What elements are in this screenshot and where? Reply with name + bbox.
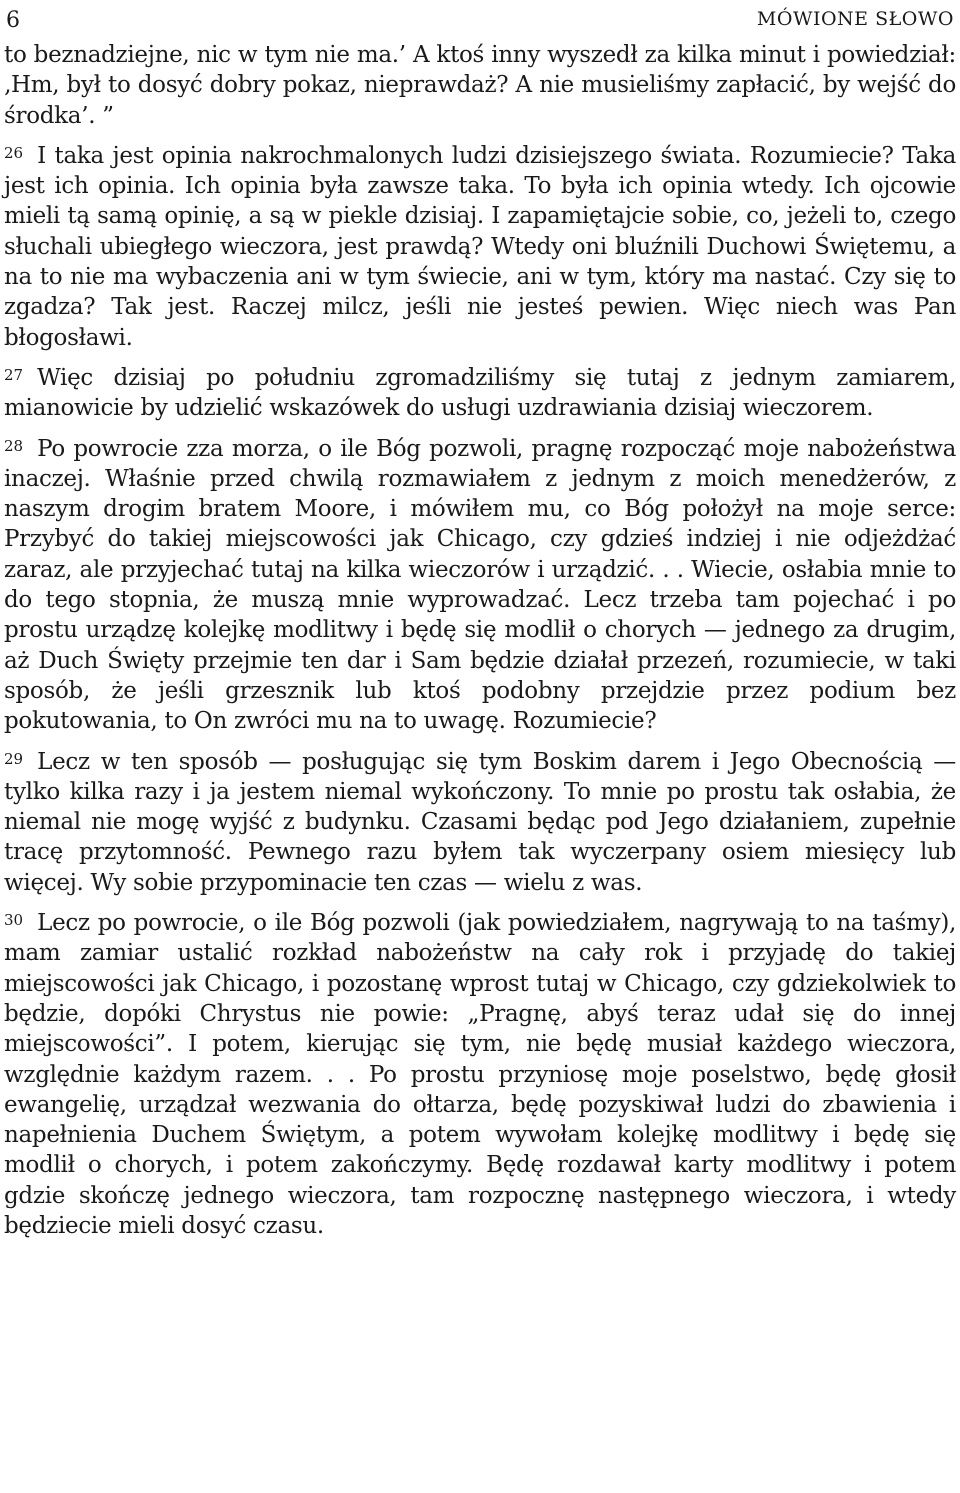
- verse-number: 28: [4, 436, 24, 455]
- verse-number: 27: [4, 365, 24, 384]
- paragraph-27: [4, 360, 956, 424]
- running-header-title: MÓWIONE SŁOWO: [756, 8, 954, 30]
- verse-number: 29: [4, 749, 24, 768]
- paragraph-text: Więc dzisiaj po południu zgromadziliśmy się tutaj z jednym zamiarem, mianowicie by udzielić wskazówek do usługi uzdrawiania dzisiaj wieczorem.: [4, 364, 956, 422]
- verse-number: 30: [4, 911, 24, 930]
- page-number: 6: [6, 8, 20, 33]
- paragraph-continuation: [4, 40, 956, 131]
- running-header: [4, 0, 956, 40]
- body-text: [4, 40, 956, 1241]
- verse-number: 26: [4, 143, 24, 162]
- paragraph-text: Lecz w ten sposób — posługując się tym Boskim darem i Jego Obecnością — tylko kilka razy i ja jestem niemal wykończony. To mnie po prostu tak osłabia, że niemal nie mogę wyjść z budynku. Czasami będąc pod Jego działaniem, zupełnie tracę przytomność. Pewnego razu byłem tak wyczerpany osiem miesięcy lub więcej. Wy sobie przypominacie ten czas — wielu z was.: [4, 748, 956, 896]
- paragraph-28: [4, 431, 956, 737]
- paragraph-30: [4, 905, 956, 1241]
- paragraph-26: [4, 138, 956, 353]
- paragraph-text: Lecz po powrocie, o ile Bóg pozwoli (jak powiedziałem, nagrywają to na taśmy), mam zamiar ustalić rozkład nabożeństw na cały rok i przyjadę do takiej miejscowości jak Chicago, i pozostanę wprost tutaj w Chicago, czy gdziekolwiek to będzie, dopóki Chrystus nie powie: „Pragnę, abyś teraz udał się do innej miejscowości”. I potem, kierując się tym, nie będę musiał każdego wieczora, względnie każdym razem. . . Po prostu przyniosę moje poselstwo, będę głosił ewangelię, urządzał wezwania do ołtarza, będę pozyskiwał ludzi do zbawienia i napełnienia Duchem Świętym, a potem wywołam kolejkę modlitwy i będę się modlił o chorych, i potem zakończymy. Będę rozdawał karty modlitwy i potem gdzie skończę jednego wieczora, tam rozpocznę następnego wieczora, i wtedy będziecie mieli dosyć czasu.: [4, 910, 956, 1239]
- paragraph-29: [4, 744, 956, 898]
- paragraph-text: to beznadziejne, nic w tym nie ma.’ A ktoś inny wyszedł za kilka minut i powiedział: ‚Hm, był to dosyć dobry pokaz, nieprawdaż? A nie musieliśmy zapłacić, by wejść do środka’. ”: [4, 42, 956, 129]
- paragraph-text: Po powrocie zza morza, o ile Bóg pozwoli, pragnę rozpocząć moje nabożeństwa inaczej. Właśnie przed chwilą rozmawiałem z jednym z moich menedżerów, z naszym drogim bratem Moore, i mówiłem mu, co Bóg położył na moje serce: Przybyć do takiej miejscowości jak Chicago, czy gdzieś indziej i nie odjeżdżać zaraz, ale przyjechać tutaj na kilka wieczorów i urządzić. . . Wiecie, osłabia mnie to do tego stopnia, że muszą mnie wyprowadzać. Lecz trzeba tam pojechać i po prostu urządzę kolejkę modlitwy i będę się modlił o chorych — jednego za drugim, aż Duch Święty przejmie ten dar i Sam będzie działał przezeń, rozumiecie, w taki sposób, że jeśli grzesznik lub ktoś podobny przejdzie przez podium bez pokutowania, to On zwróci mu na to uwagę. Rozumiecie?: [4, 435, 956, 735]
- paragraph-text: I taka jest opinia nakrochmalonych ludzi dzisiejszego świata. Rozumiecie? Taka jest ich opinia. Ich opinia była zawsze taka. To była ich opinia wtedy. Ich ojcowie mieli tą samą opinię, a są w piekle dzisiaj. I zapamiętajcie sobie, co, jeżeli to, czego słuchali ubiegłego wieczora, jest prawdą? Wtedy oni bluźnili Duchowi Świętemu, a na to nie ma wybaczenia ani w tym świecie, ani w tym, który ma nastać. Czy się to zgadza? Tak jest. Raczej milcz, jeśli nie jesteś pewien. Więc niech was Pan błogosławi.: [4, 142, 956, 351]
